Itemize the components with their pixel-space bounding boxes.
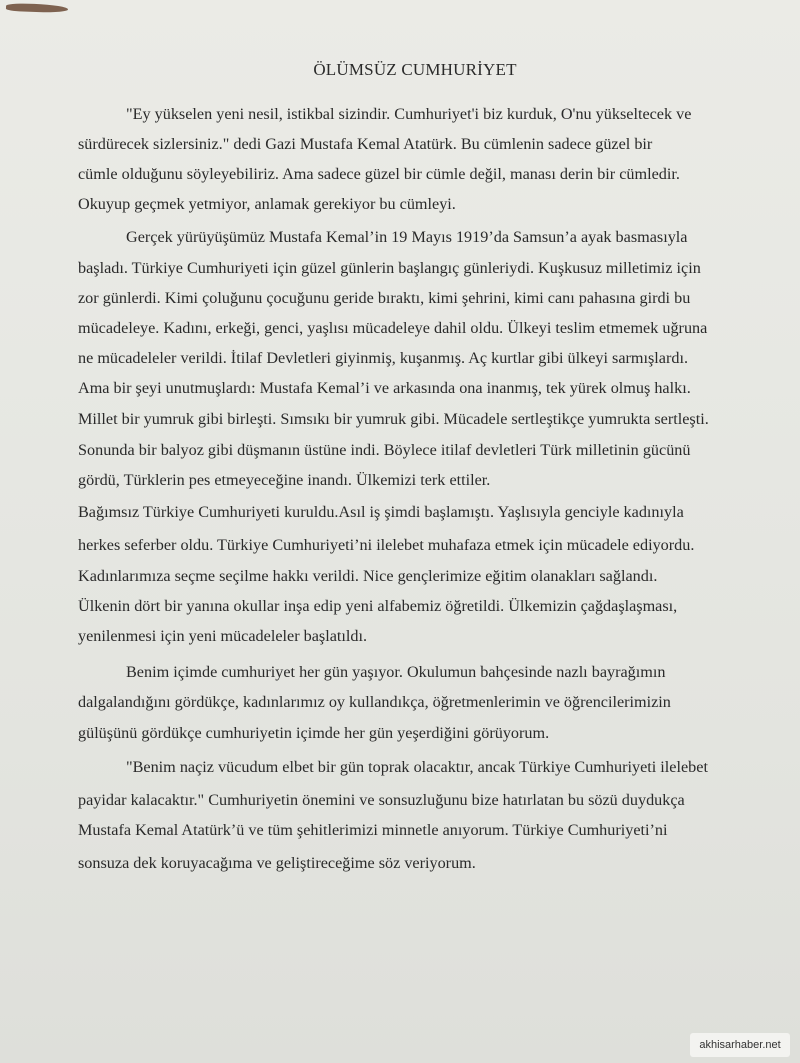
text-line: Gerçek yürüyüşümüz Mustafa Kemal’in 19 Mayıs 1919’da Samsun’a ayak basmasıyla <box>126 228 688 246</box>
watermark: akhisarhaber.net <box>690 1033 790 1057</box>
text-line: dalgalandığını gördükçe, kadınlarımız oy kullandıkça, öğretmenlerimin ve öğrencilerimizin <box>78 693 671 711</box>
text-line: payidar kalacaktır." Cumhuriyetin önemini ve sonsuzluğunu bize hatırlatan bu sözü duydukça <box>78 791 685 809</box>
text-line: gördü, Türklerin pes etmeyeceğine inandı. Ülkemizi terk ettiler. <box>78 471 491 489</box>
text-line: Kadınlarımıza seçme seçilme hakkı verildi. Nice gençlerimize eğitim olanakları sağlandı. <box>78 567 658 585</box>
text-line: cümle olduğunu söyleyebiliriz. Ama sadece güzel bir cümle değil, manası derin bir cümledir. <box>78 165 680 183</box>
tear-mark <box>6 3 68 13</box>
text-line: mücadeleye. Kadını, erkeği, genci, yaşlısı mücadeleye dahil oldu. Ülkeyi teslim etmemek uğruna <box>78 319 708 337</box>
text-line: Bağımsız Türkiye Cumhuriyeti kuruldu.Asıl iş şimdi başlamıştı. Yaşlısıyla genciyle kadınıyla <box>78 503 684 521</box>
text-line: Sonunda bir balyoz gibi düşmanın üstüne indi. Böylece itilaf devletleri Türk milletinin gücünü <box>78 441 691 459</box>
text-line: Mustafa Kemal Atatürk’ü ve tüm şehitlerimizi minnetle anıyorum. Türkiye Cumhuriyeti’ni <box>78 821 668 839</box>
text-line: "Ey yükselen yeni nesil, istikbal sizindir. Cumhuriyet'i biz kurduk, O'nu yükseltecek ve <box>126 105 692 123</box>
text-line: ne mücadeleler verildi. İtilaf Devletleri giyinmiş, kuşanmış. Aç kurtlar gibi ülkeyi sarmışlardı. <box>78 349 689 367</box>
text-line: Millet bir yumruk gibi birleşti. Sımsıkı bir yumruk gibi. Mücadele sertleştikçe yumrukta sertleşti. <box>78 410 709 428</box>
text-line: zor günlerdi. Kimi çoluğunu çocuğunu geride bıraktı, kimi şehrini, kimi canı pahasına girdi bu <box>78 289 691 307</box>
text-line: Ülkenin dört bir yanına okullar inşa edip yeni alfabemiz öğretildi. Ülkemizin çağdaşlaşması, <box>78 597 678 615</box>
text-line: Ama bir şeyi unutmuşlardı: Mustafa Kemal’i ve arkasında ona inanmış, tek yürek olmuş halkı. <box>78 379 691 397</box>
text-line: sonsuza dek koruyacağıma ve geliştireceğime söz veriyorum. <box>78 854 476 872</box>
text-line: sürdürecek sizlersiniz." dedi Gazi Mustafa Kemal Atatürk. Bu cümlenin sadece güzel bir <box>78 135 653 153</box>
document-title: ÖLÜMSÜZ CUMHURİYET <box>313 60 517 79</box>
text-line: Benim içimde cumhuriyet her gün yaşıyor. Okulumun bahçesinde nazlı bayrağımın <box>126 663 666 681</box>
text-line: gülüşünü gördükçe cumhuriyetin içimde her gün yeşerdiğini görüyorum. <box>78 724 550 742</box>
text-line: herkes seferber oldu. Türkiye Cumhuriyeti’ni ilelebet muhafaza etmek için mücadele ediyordu. <box>78 536 695 554</box>
text-line: başladı. Türkiye Cumhuriyeti için güzel günlerin başlangıç günleriydi. Kuşkusuz milletimiz için <box>78 259 701 277</box>
text-line: yenilenmesi için yeni mücadeleler başlatıldı. <box>78 627 368 645</box>
text-line: Okuyup geçmek yetmiyor, anlamak gerekiyor bu cümleyi. <box>78 195 456 213</box>
text-line: "Benim naçiz vücudum elbet bir gün toprak olacaktır, ancak Türkiye Cumhuriyeti ilelebet <box>126 758 708 776</box>
